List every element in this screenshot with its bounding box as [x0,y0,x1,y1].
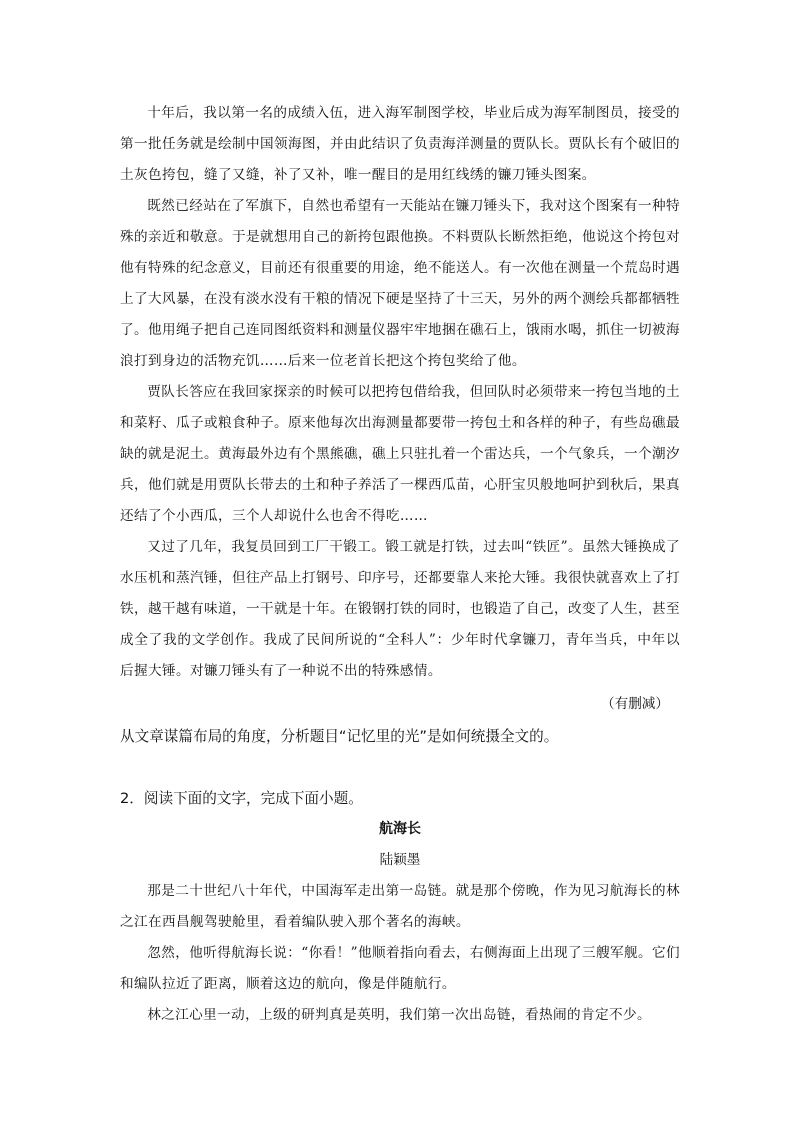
article-paragraph-1: 那是二十世纪八十年代，中国海军走出第一岛链。就是那个傍晚，作为见习航海长的林之江在西昌舰驾驶舱里，看着编队驶入那个著名的海峡。 [120,883,680,930]
question-prompt: 从文章谋篇布局的角度，分析题目“记忆里的光”是如何统摄全文的。 [120,728,559,745]
story-paragraph-1: 十年后，我以第一名的成绩入伍，进入海军制图学校，毕业后成为海军制图员，接受的第一批任务就是绘制中国领海图，并由此结识了负责海洋测量的贾队长。贾队长有个破旧的土灰色挎包，缝了又缝，补了又补，唯一醒目的是用红线绣的镰刀锤头图案。 [120,105,680,183]
article-body [120,876,680,1031]
article-author: 陆颖墨 [379,852,421,868]
abridged-note: （有删减） [601,696,669,712]
section-2-heading: 2．阅读下面的文字，完成下面小题。 [120,790,363,807]
article-paragraph-2: 忽然，他听得航海长说：“你看！”他顺着指向看去，右侧海面上出现了三艘军舰。它们和编队拉近了距离，顺着这边的航向，像是伴随航行。 [120,945,680,992]
story-excerpt [120,98,680,687]
story-paragraph-4: 又过了几年，我复员回到工厂干锻工。锻工就是打铁，过去叫“铁匠”。虽然大锤换成了水压机和蒸汽锤，但往产品上打钢号、印序号，还都要靠人来抡大锤。我很快就喜欢上了打铁，越干越有味道，一干就是十年。在锻钢打铁的同时，也锻造了自己，改变了人生，甚至成全了我的文学创作。我成了民间所说的“全科人”：少年时代拿镰刀，青年当兵，中年以后握大锤。对镰刀锤头有了一种说不出的特殊感情。 [120,539,680,679]
story-paragraph-3: 贾队长答应在我回家探亲的时候可以把挎包借给我，但回队时必须带来一挎包当地的土和菜籽、瓜子或粮食种子。原来他每次出海测量都要带一挎包土和各样的种子，有些岛礁最缺的就是泥土。黄海最外边有个黑熊礁，礁上只驻扎着一个雷达兵，一个气象兵，一个潮汐兵，他们就是用贾队长带去的土和种子养活了一棵西瓜苗，心肝宝贝般地呵护到秋后，果真还结了个小西瓜，三个人却说什么也舍不得吃…… [120,384,680,524]
article-paragraph-3: 林之江心里一动，上级的研判真是英明，我们第一次出岛链，看热闹的肯定不少。 [147,1007,651,1023]
article-title: 航海长 [379,821,421,837]
story-paragraph-2: 既然已经站在了军旗下，自然也希望有一天能站在镰刀锤头下，我对这个图案有一种特殊的亲近和敬意。于是就想用自己的新挎包跟他换。不料贾队长断然拒绝，他说这个挎包对他有特殊的纪念意义，目前还有很重要的用途，绝不能送人。有一次他在测量一个荒岛时遇上了大风暴，在没有淡水没有干粮的情况下硬是坚持了十三天，另外的两个测绘兵都都牺牲了。他用绳子把自己连同图纸资料和测量仪器牢牢地捆在礁石上，饿雨水喝，抓住一切被海浪打到身边的活物充饥……后来一位老首长把这个挎包奖给了他。 [120,198,680,369]
